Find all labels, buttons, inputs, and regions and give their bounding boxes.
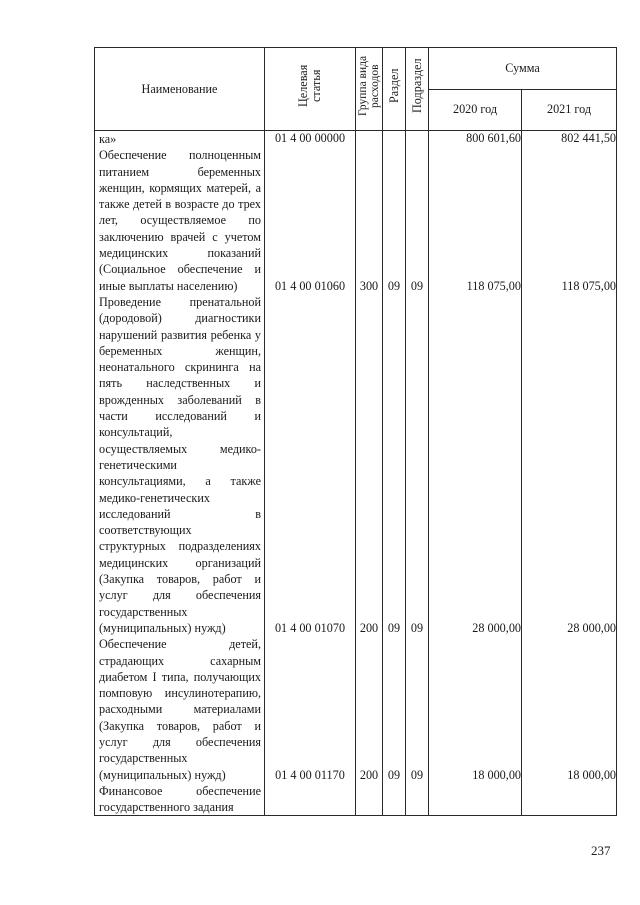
row-name: Обеспечение полноценным питанием беременных женщин, кормящих матерей, а также детей в возрасте до трех лет, осуществляемое по заключению врачей с учетом медицинских показаний (Социальное обеспечение и иные выплаты населению) bbox=[95, 147, 265, 294]
page-number: 237 bbox=[591, 843, 611, 858]
header-year-2021: 2021 год bbox=[522, 89, 617, 131]
row-target: 01 4 00 01060 bbox=[265, 147, 356, 294]
table-row bbox=[95, 131, 617, 148]
row-sum-2020: 18 000,00 bbox=[429, 636, 522, 783]
header-sum: Сумма bbox=[429, 48, 617, 90]
row-section: 09 bbox=[383, 636, 406, 783]
row-sum-2020 bbox=[429, 783, 522, 816]
row-section: 09 bbox=[383, 294, 406, 636]
row-group: 300 bbox=[356, 147, 383, 294]
header-target: Целевая статья bbox=[265, 48, 356, 131]
table-row bbox=[95, 147, 617, 294]
row-group: 200 bbox=[356, 294, 383, 636]
row-name: Обеспечение детей, страдающих сахарным диабетом I типа, получающих помповую инсулинотерапию, расходными материалами (Закупка товаров, работ и услуг для обеспечения государственных (муниципальных) нужд) bbox=[95, 636, 265, 783]
row-sum-2020: 118 075,00 bbox=[429, 147, 522, 294]
header-group: Группа вида расходов bbox=[356, 48, 383, 131]
header-subsection: Подраздел bbox=[406, 48, 429, 131]
table-row bbox=[95, 783, 617, 816]
header-name: Наименование bbox=[95, 48, 265, 131]
row-sum-2021: 28 000,00 bbox=[522, 294, 617, 636]
row-name: Проведение пренатальной (дородовой) диагностики нарушений развития ребенка у беременных женщин, неонатального скрининга на пять наследственных и врожденных заболеваний в части исследований и консультаций, осуществляемых медико-генетическими консультациями, а также медико-генетических исследований в соответствующих структурных подразделениях медицинских организаций (Закупка товаров, работ и услуг для обеспечения государственных (муниципальных) нужд) bbox=[95, 294, 265, 636]
row-sum-2020: 28 000,00 bbox=[429, 294, 522, 636]
row-name: Финансовое обеспечение государственного задания bbox=[95, 783, 265, 816]
row-target bbox=[265, 783, 356, 816]
row-target: 01 4 00 01070 bbox=[265, 294, 356, 636]
row-group bbox=[356, 783, 383, 816]
row-subsection: 09 bbox=[406, 636, 429, 783]
row-group bbox=[356, 131, 383, 148]
row-sum-2020: 800 601,60 bbox=[429, 131, 522, 148]
table-row bbox=[95, 294, 617, 636]
row-subsection bbox=[406, 131, 429, 148]
row-sum-2021 bbox=[522, 783, 617, 816]
budget-table bbox=[94, 47, 617, 816]
table-row bbox=[95, 636, 617, 783]
row-name: ка» bbox=[95, 131, 265, 148]
row-group: 200 bbox=[356, 636, 383, 783]
row-section bbox=[383, 783, 406, 816]
row-section: 09 bbox=[383, 147, 406, 294]
row-subsection: 09 bbox=[406, 147, 429, 294]
row-target: 01 4 00 00000 bbox=[265, 131, 356, 148]
row-section bbox=[383, 131, 406, 148]
row-sum-2021: 118 075,00 bbox=[522, 147, 617, 294]
row-subsection: 09 bbox=[406, 294, 429, 636]
row-target: 01 4 00 01170 bbox=[265, 636, 356, 783]
row-subsection bbox=[406, 783, 429, 816]
row-sum-2021: 18 000,00 bbox=[522, 636, 617, 783]
row-sum-2021: 802 441,50 bbox=[522, 131, 617, 148]
header-section: Раздел bbox=[383, 48, 406, 131]
header-year-2020: 2020 год bbox=[429, 89, 522, 131]
